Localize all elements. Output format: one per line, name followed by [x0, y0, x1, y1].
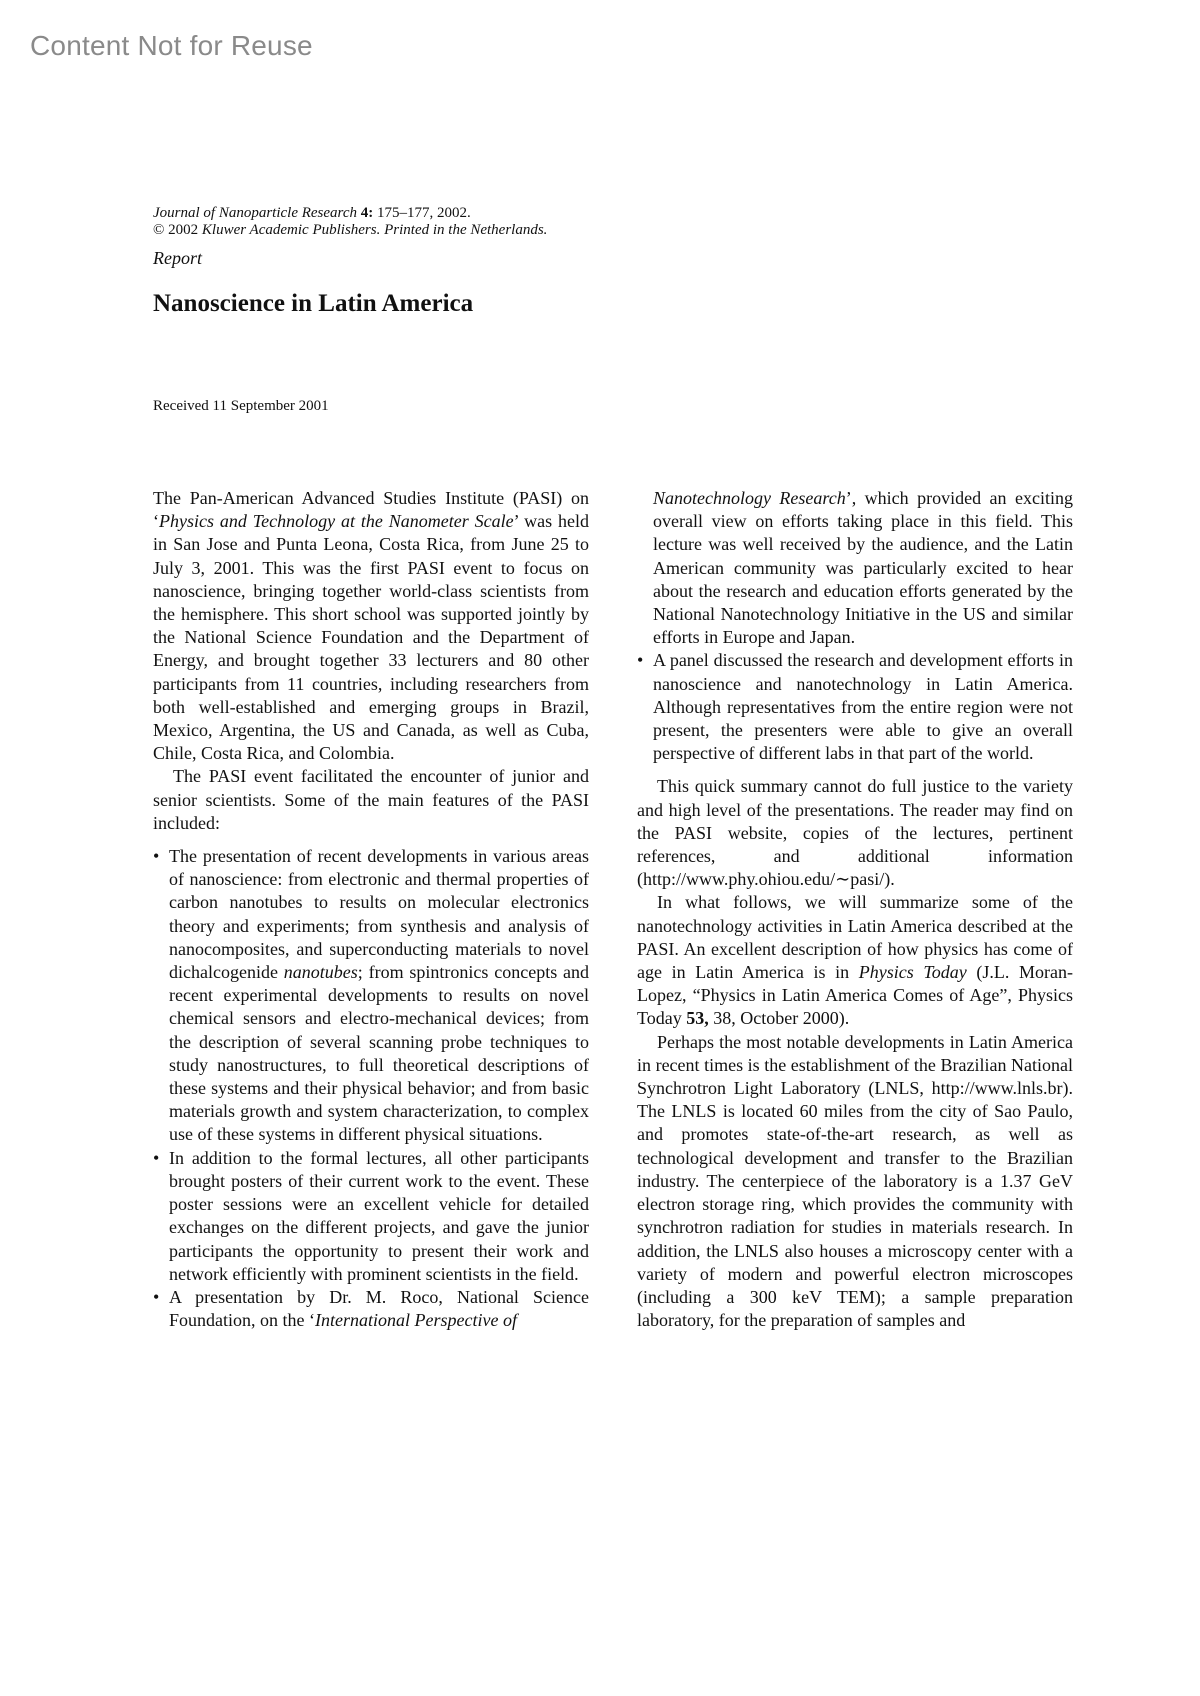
- list-item: • A panel discussed the research and development efforts in nanoscience and nanotechnology in Latin America. Although representatives from the entire region were not present, the presenters were able to give an overall perspective of different labs in that part of the world.: [637, 650, 1073, 764]
- intro-paragraph: The Pan-American Advanced Studies Institute (PASI) on ‘Physics and Technology at the Nanometer Scale’ was held in San Jose and Punta Leona, Costa Rica, from June 25 to July 3, 2001. This was the first PASI event to focus on nanoscience, bringing together world-class scientists from the hemisphere. This short school was supported jointly by the National Science Foundation and the Department of Energy, and brought together 33 lecturers and 80 other participants from 11 countries, including researchers from both well-established and emerging groups in Brazil, Mexico, Argentina, the US and Canada, as well as Cuba, Chile, Costa Rica, and Colombia.: [153, 488, 589, 764]
- copyright-year: © 2002: [153, 222, 199, 238]
- features-list-continued: [637, 487, 1073, 765]
- bullet-icon: •: [637, 650, 644, 671]
- publisher-note: Kluwer Academic Publishers. Printed in the Netherlands.: [201, 222, 548, 238]
- bullet-icon: •: [153, 1147, 160, 1168]
- activities-paragraph: In what follows, we will summarize some of the nanotechnology activities in Latin America described at the PASI. An excellent description of how physics has come of age in Latin America is in Physics Today (J.L. Moran-Lopez, “Physics in Latin America Comes of Age”, Physics Today 53, 38, October 2000).: [637, 892, 1073, 1029]
- list-item: • The presentation of recent developments in various areas of nanoscience: from electronic and thermal properties of carbon nanotubes to results on molecular electronics theory and experiments; from synthesis and analysis of nanocomposites, and superconducting materials to novel dichalcogenide nanotubes; from spintronics concepts and recent experimental developments to results on novel chemical sensors and electro-mechanical devices; from the description of several scanning probe techniques to study nanostructures, to full theoretical descriptions of these systems and their physical behavior; and from basic materials growth and system characterization, to complex use of these systems in different physical situations.: [153, 846, 590, 1145]
- copyright-line: [153, 222, 1053, 239]
- school-title: Physics and Technology at the Nanometer Scale: [159, 511, 514, 532]
- section-label: Report: [153, 248, 202, 268]
- journal-name: Journal of Nanoparticle Research: [153, 205, 357, 221]
- article-title: Nanoscience in Latin America: [153, 290, 474, 317]
- journal-header: [153, 205, 1053, 269]
- list-item: Nanotechnology Research’, which provided an exciting overall view on efforts taking place in this field. This lecture was well received by the audience, and the Latin American community was particularly excited to hear about the research and education efforts generated by the National Nanotechnology Initiative in the US and similar efforts in Europe and Japan.: [653, 488, 1073, 648]
- lnls-paragraph: Perhaps the most notable developments in Latin America in recent times is the establishment of the Brazilian National Synchrotron Light Laboratory (LNLS, http://www.lnls.br). The LNLS is located 60 miles from the city of Sao Paulo, and promotes state-of-the-art research, as well as technological development and transfer to the Brazilian industry. The centerpiece of the laboratory is a 1.37 GeV electron storage ring, which provides the community with synchrotron radiation for studies in materials research. In addition, the LNLS also houses a microscopy center with a variety of modern and powerful electron microscopes (including a 300 keV TEM); a sample preparation laboratory, for the preparation of samples and: [637, 1031, 1073, 1331]
- journal-volume: 4:: [360, 205, 374, 221]
- bullet-icon: •: [153, 846, 160, 867]
- citation-line: [153, 205, 1053, 222]
- features-list: [153, 845, 589, 1332]
- list-item: • A presentation by Dr. M. Roco, National Science Foundation, on the ‘International Perspective of: [153, 1286, 589, 1331]
- right-column: [637, 487, 1073, 1332]
- bullet-icon: •: [153, 1286, 160, 1307]
- watermark: Content Not for Reuse: [30, 30, 313, 61]
- list-item: • In addition to the formal lectures, all other participants brought posters of their current work to the event. These poster sessions were an excellent vehicle for detailed exchanges on the different projects, and gave the junior participants the opportunity to present their work and network efficiently with prominent scientists in the field.: [153, 1147, 589, 1284]
- left-column: [153, 487, 589, 1332]
- received-date: Received 11 September 2001: [153, 398, 329, 414]
- summary-paragraph: This quick summary cannot do full justice to the variety and high level of the presentations. The reader may find on the PASI website, copies of the lectures, pertinent references, and additional information (http://www.phy.ohiou.edu/∼pasi/).: [637, 776, 1073, 890]
- journal-pages-year: 175–177, 2002.: [377, 205, 471, 221]
- features-intro-paragraph: The PASI event facilitated the encounter of junior and senior scientists. Some of the main features of the PASI included:: [153, 766, 589, 833]
